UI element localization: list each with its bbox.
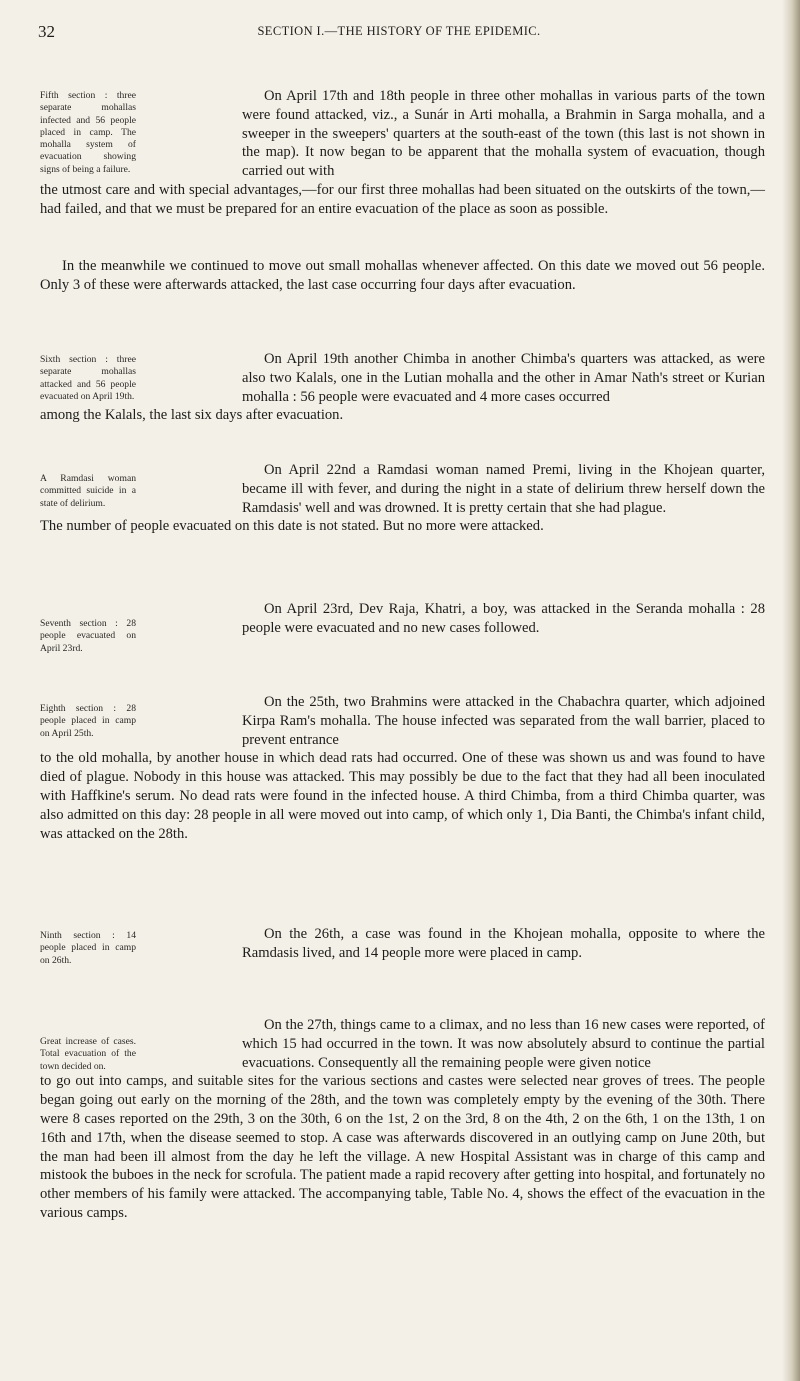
paragraph-text: On the 25th, two Brahmins were attacked in the Chabachra quarter, which adjoined Kirpa Ram's mohalla. The house infected was separated from the wall barrier, placed to prevent entrance (242, 694, 765, 748)
paragraph-text-continued: among the Kalals, the last six days after evacuation. (40, 407, 344, 424)
paragraph-text: On April 23rd, Dev Raja, Khatri, a boy, was attacked in the Seranda mohalla : 28 people were evacuated and no new cases followed. (242, 601, 765, 636)
margin-note: Seventh section : 28 people evacuated on April 23rd. (40, 618, 136, 654)
page-header (38, 22, 760, 46)
paragraph-text: On the 26th, a case was found in the Khojean mohalla, opposite to where the Ramdasis lived, and 14 people more were placed in camp. (242, 926, 765, 961)
margin-note: A Ramdasi woman committed suicide in a state of delirium. (40, 473, 136, 509)
page-edge-shadow (782, 0, 800, 1381)
section-eighth (40, 693, 765, 843)
margin-note: Fifth section : three separate mohallas infected and 56 people placed in camp. The mohalla system of evacuation showing signs of being a failure. (40, 90, 136, 175)
margin-note: Great increase of cases. Total evacuation of the town decided on. (40, 1036, 136, 1072)
section-sixth (40, 350, 765, 425)
margin-note: Sixth section : three separate mohallas attacked and 56 people evacuated on April 19th. (40, 354, 136, 402)
paragraph-text: On April 19th another Chimba in another Chimba's quarters was attacked, as were also two Kalals, one in the Lutian mohalla and the other in Amar Nath's street or Kurian mohalla : 56 people were evacuated and 4 more cases occurred (242, 351, 765, 405)
paragraph-text: In the meanwhile we continued to move out small mohallas whenever affected. On this date we moved out 56 people. Only 3 of these were afterwards attacked, the last case occurring four days after evacuation. (40, 258, 765, 293)
section-ninth (40, 925, 765, 966)
margin-note: Ninth section : 14 people placed in camp on 26th. (40, 930, 136, 966)
paragraph-text: On April 17th and 18th people in three other mohallas in various parts of the town were found attacked, viz., a Sunár in Arti mohalla, a Brahmin in Sarga mohalla, and a sweeper in the sweepers' quarters at the south-east of the town (this last is not shown in the map). It now began to be apparent that the mohalla system of evacuation, though carried out with (242, 88, 765, 180)
section-fifth (40, 87, 765, 219)
paragraph-text: On the 27th, things came to a climax, and no less than 16 new cases were reported, of which 15 had occurred in the town. It was now absolutely absurd to continue the partial evacuations. Consequently all the remaining people were given notice (242, 1017, 765, 1071)
section-seventh (40, 600, 765, 654)
paragraph-text-continued: The number of people evacuated on this date is not stated. But no more were attacked. (40, 518, 544, 535)
paragraph-meanwhile (40, 257, 765, 295)
paragraph-text-continued: to the old mohalla, by another house in which dead rats had occurred. One of these was shown us and was found to have died of plague. Nobody in this house was attacked. This may possibly be due to the fact that they had all been inoculated with Haffkine's serum. No dead rats were found in the infected house. A third Chimba, from a third Chimba quarter, was also admitted on this day: 28 people in all were moved out into camp, of which only 1, Dia Banti, the Chimba's infant child, was attacked on the 28th. (40, 750, 765, 842)
margin-note: Eighth section : 28 people placed in camp on April 25th. (40, 703, 136, 739)
section-ramdasi (40, 461, 765, 536)
section-total-evacuation (40, 1016, 765, 1223)
paragraph-text: On April 22nd a Ramdasi woman named Premi, living in the Khojean quarter, became ill with fever, and during the night in a state of delirium threw herself down the Ramdasis' well and was drowned. It is pretty certain that she had plague. (242, 462, 765, 516)
running-head: SECTION I.—THE HISTORY OF THE EPIDEMIC. (257, 24, 541, 38)
paragraph-text-continued: to go out into camps, and suitable sites for the various sections and castes were selected near groves of trees. The people began going out early on the morning of the 28th, and the town was completely empty by the evening of the 30th. There were 8 cases reported on the 29th, 3 on the 30th, 6 on the 1st, 2 on the 3rd, 8 on the 4th, 2 on the 6th, 1 on the 13th, 1 on 16th and 17th, when the disease seemed to stop. A case was afterwards discovered in an outlying camp on June 20th, but the man had been ill almost from the day he left the village. A new Hospital Assistant was in charge of this camp and mistook the buboes in the neck for scrofula. The patient made a rapid recovery after getting into hospital, and fortunately no other members of his family were attacked. The accompanying table, Table No. 4, shows the effect of the evacuation in the various camps. (40, 1073, 765, 1221)
paragraph-text-continued: the utmost care and with special advantages,—for our first three mohallas had been situated on the outskirts of the town,—had failed, and that we must be prepared for an entire evacuation of the place as soon as possible. (40, 181, 765, 217)
page-number: 32 (38, 22, 55, 41)
